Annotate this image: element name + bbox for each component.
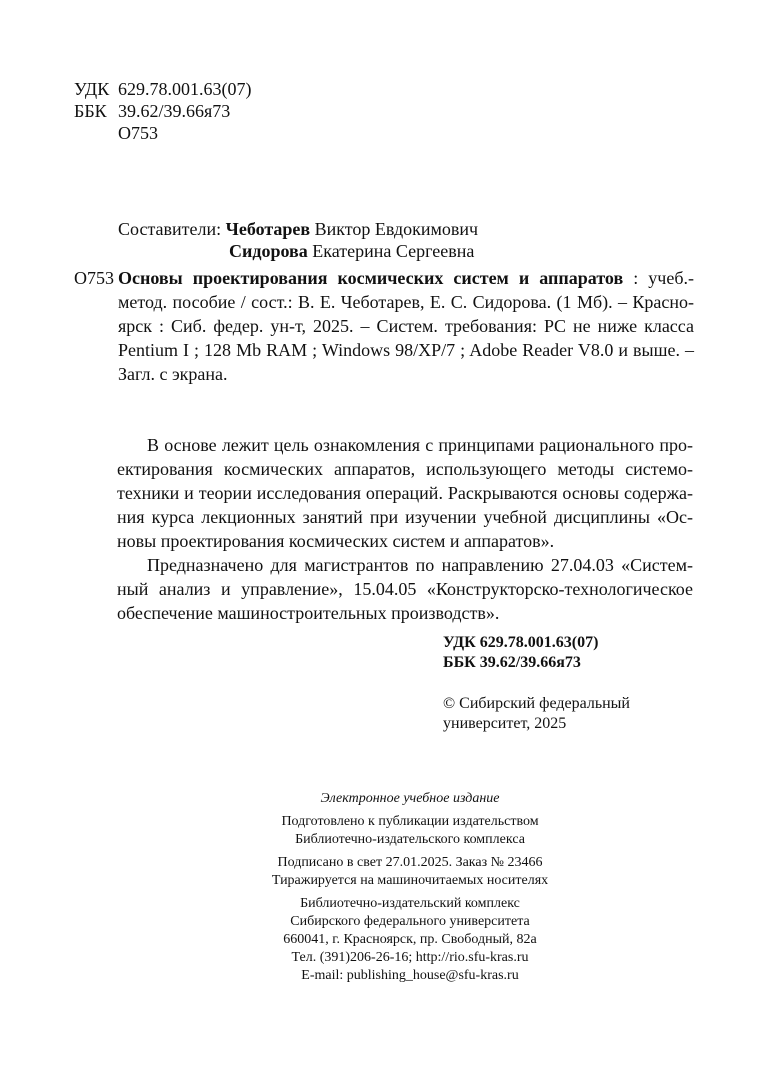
- bib-line-3: ярск : Сиб. федер. ун-т, 2025. – Систем. требования: PC не ниже класса: [118, 316, 694, 336]
- prepared-line-1: Подготовлено к публикации издательством: [281, 814, 539, 829]
- udk-label: УДК: [74, 79, 110, 99]
- abstract-line-1: В основе лежит цель ознакомления с принципами рационального про-: [147, 435, 693, 455]
- bib-title: Основы проектирования космических систем и аппаратов: [118, 268, 624, 288]
- udk-code-row: [74, 78, 252, 100]
- bib-line-1-rest: : учеб.-: [623, 268, 694, 288]
- abstract-line-8: обеспечение машиностроительных производств».: [117, 603, 500, 623]
- udk-value: 629.78.001.63(07): [118, 79, 252, 99]
- publisher-line-2: Сибирского федерального университета: [290, 914, 530, 929]
- copies-line: Тиражируется на машиночитаемых носителях: [271, 873, 549, 888]
- abstract-line-7: ный анализ и управление», 15.04.05 «Конструкторско-технологическое: [117, 579, 693, 599]
- bib-author-sign: О753: [74, 268, 114, 288]
- bbk-summary: ББК 39.62/39.66я73: [443, 654, 581, 671]
- abstract-line-3: техники и теории исследования операций. Раскрываются основы содержа-: [117, 483, 693, 503]
- prepared-line-2: Библиотечно-издательского комплекса: [295, 832, 525, 847]
- author-sign: О753: [118, 123, 158, 143]
- compiler-2-surname: Сидорова: [229, 241, 308, 261]
- bib-line-1: [118, 266, 694, 290]
- edition-type-text: Электронное учебное издание: [320, 791, 500, 806]
- signed-line: Подписано в свет 27.01.2025. Заказ № 23466: [277, 855, 543, 870]
- bbk-label: ББК: [74, 101, 107, 121]
- bibliographic-record: [74, 266, 694, 386]
- copyright-line-2: университет, 2025: [443, 715, 567, 732]
- publisher-line-1: Библиотечно-издательский комплекс: [300, 896, 520, 911]
- udk-summary: УДК 629.78.001.63(07): [443, 634, 599, 651]
- bib-line-4: Pentium I ; 128 Mb RAM ; Windows 98/XP/7 ; Adobe Reader V8.0 и выше. –: [118, 340, 694, 360]
- address-line: 660041, г. Красноярск, пр. Свободный, 82а: [283, 932, 537, 947]
- copyright-line-1: © Сибирский федеральный: [443, 695, 630, 712]
- abstract-line-4: ния курса лекционных занятий при изучении учебной дисциплины «Ос-: [117, 507, 693, 527]
- compiler-2-names: Екатерина Сергеевна: [312, 241, 475, 261]
- bib-body: [118, 266, 694, 386]
- compiler-1-names: Виктор Евдокимович: [314, 219, 479, 239]
- bbk-value: 39.62/39.66я73: [118, 101, 231, 121]
- email-line: E-mail: publishing_house@sfu-kras.ru: [301, 968, 519, 983]
- edition-type: [200, 790, 620, 808]
- bbk-code-row: [74, 100, 230, 122]
- compilers-line-2: [229, 240, 474, 262]
- compilers-line-1: [118, 218, 478, 240]
- abstract-line-5: новы проектирования космических систем и аппаратов».: [117, 531, 555, 551]
- abstract-line-2: ектирования космических аппаратов, использующего методы системо-: [117, 459, 693, 479]
- abstract: [117, 433, 693, 625]
- abstract-line-6: Предназначено для магистрантов по направлению 27.04.03 «Систем-: [147, 555, 693, 575]
- bib-line-2: метод. пособие / сост.: В. Е. Чеботарев, Е. С. Сидорова. (1 Мб). – Красно-: [118, 292, 694, 312]
- phone-line: Тел. (391)206-26-16; http://rio.sfu-kras.ru: [291, 950, 529, 965]
- bib-line-5: Загл. с экрана.: [118, 364, 228, 384]
- compilers-label: Составители:: [118, 219, 222, 239]
- compiler-1-surname: Чеботарев: [225, 219, 311, 239]
